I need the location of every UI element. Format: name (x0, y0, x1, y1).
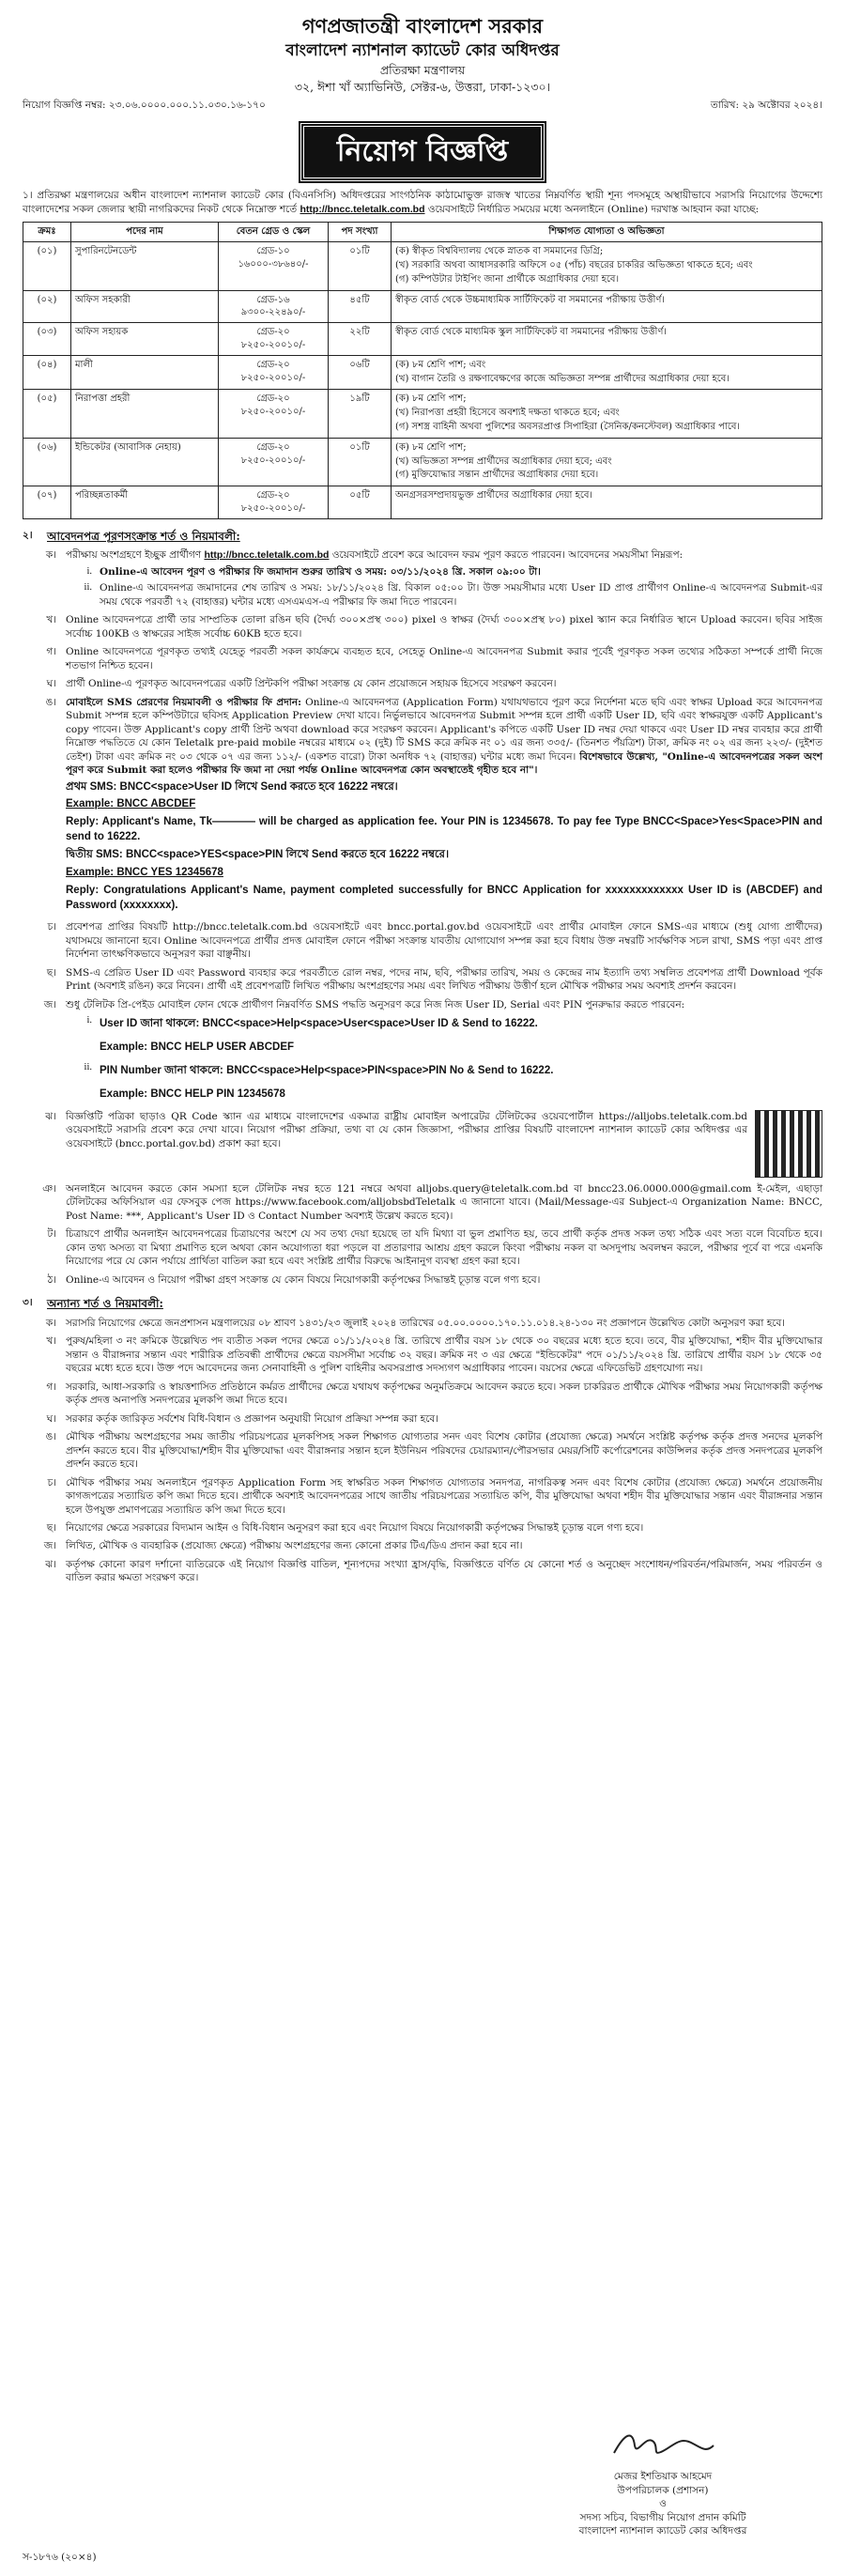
ministry-name: প্রতিরক্ষা মন্ত্রণালয় (379, 63, 466, 78)
table-row (23, 390, 822, 438)
s2-ta: চিত্রায়ণে প্রার্থীর অনলাইন আবেদনপত্রের চিত্রায়ণের অংশে যে সব তথ্য দেয়া হয়েছে তা যদি মিথ্যা বা ভুল প্রমাণিত হয়, তবে প্রার্থী কর্তৃক প্রদত্ত সকল তথ্য সঠিক এবং সত্য বলে বিবেচিত হবে। কোন তথ্য অসত্য বা মিথ্যা প্রমাণিত হলে অথবা কোন অযোগ্যতা ধরা পড়লে বা প্রতারণার আশ্রয় গ্রহণ করলে কিংবা পরীক্ষায় নকল বা অসদুপায় অবলম্বন করলে, পরীক্ষার পূর্বে বা পরে এমনকি নিয়োগের পরে যে কোন পর্যায়ে প্রার্থিতা বাতিল করা হবে এবং সংশ্লিষ্ট প্রার্থীর বিরুদ্ধে আইনানুগ ব্যবস্থা গ্রহণ করা হবে। (66, 1228, 822, 1268)
row-grade: গ্রেড-২০ (256, 393, 290, 405)
bncc-teletalk-link[interactable]: http://bncc.teletalk.com.bd (300, 203, 425, 215)
s3-item-jha: ঝ। কর্তৃপক্ষ কোনো কারণ দর্শানো ব্যতিরেকে এই নিয়োগ বিজ্ঞপ্তি বাতিল, শূন্যপদের সংখ্যা হ্রাস/বৃদ্ধি, বিজ্ঞপ্তিতে বর্ণিত যে কোনো শর্ত ও অনুচ্ছেদ সংশোধন/পরিবর্তন/পরিমার্জন, সময় পরিবর্তন ও বাতিল করার ক্ষমতা সংরক্ষণ করে। (45, 1558, 822, 1584)
col-serial: ক্রমঃ (23, 223, 71, 242)
row-grade: গ্রেড-২০ (256, 490, 290, 501)
posts-table (23, 222, 822, 518)
row-serial: (০১) (23, 242, 71, 290)
print-code: স-১৮৭৬ (২০×৪) (23, 2552, 97, 2563)
row-post-name: পরিচ্ছন্নতাকর্মী (71, 486, 219, 519)
section-3-title: অন্যান্য শর্ত ও নিয়মাবলী: (47, 1297, 163, 1311)
signatory-title: উপপরিচালক (প্রশাসন) (617, 2484, 709, 2496)
table-row (23, 290, 822, 323)
s3-ga: সরকারি, আধা-সরকারি ও স্বায়ত্তশাসিত প্রতিষ্ঠানে কর্মরত প্রার্থীদের ক্ষেত্রে যথাযথ কর্তৃপক্ষের অনুমতিক্রমে আবেদন করতে হবে। সকল চাকরিরত প্রার্থীকে মৌখিক পরীক্ষার সময় নিয়োগকারী কর্তৃপক্ষ কর্তৃক প্রদত্ত অনাপত্তি সনদপত্রের মূলকপি জমা দিতে হবে। (66, 1381, 822, 1407)
section-2-number: ২। (23, 529, 33, 541)
s2-ka-i: Online-এ আবেদন পূরণ ও পরীক্ষার ফি জমাদান শুরুর তারিখ ও সময়: ০৩/১১/২০২৪ খ্রি. সকাল ০৯:০০ টা। (100, 565, 541, 578)
s2-ka-link[interactable]: http://bncc.teletalk.com.bd (204, 549, 330, 562)
signatory-conjunction: ও (659, 2498, 667, 2510)
row-scale: ৮২৫০-২০০১০/- (240, 339, 306, 350)
row-grade: গ্রেড-২০ (256, 327, 290, 338)
s3-chha: নিয়োগের ক্ষেত্রে সরকারের বিদ্যমান আইন ও বিধি-বিধান অনুসরণ করা হবে এবং নিয়োগ বিষয়ে নিয়োগকারী কর্তৃপক্ষের সিদ্ধান্তই চূড়ান্ত বলে গণ্য হবে। (66, 1521, 644, 1534)
table-row (23, 355, 822, 390)
s3-item-kha: খ। পুরুষ/মহিলা ৩ নং ক্রমিকে উল্লেখিত পদ ব্যতীত সকল পদের ক্ষেত্রে ০১/১১/২০২৪ খ্রি. তারিখে প্রার্থীর বয়স ১৮ থেকে ৩০ বছরের মধ্যে হতে হবে। তবে, বীর মুক্তিযোদ্ধা, শহীদ বীর মুক্তিযোদ্ধার সন্তান ও বীরাঙ্গনার সন্তান এবং শারীরিক প্রতিবন্ধী প্রার্থীদের ক্ষেত্রে বয়সসীমা সর্বোচ্চ ৩২ বছর। ক্রমিক নং ৩ এর ক্ষেত্রে "ইন্ডিকেটর" পদে ০১/১১/২০২৪ খ্রি. তারিখে প্রার্থীর বয়স ১৮ থেকে ৩৫ বছরের মধ্যে হতে হবে। উক্ত পদে আবেদনের জন্য সেনাবাহিনী ও পুলিশ বাহিনীর অবসরপ্রাপ্ত সদস্যগণ অগ্রাধিকার পাবেন। বয়সের ক্ষেত্রে এফিডেভিট গ্রহণযোগ্য নয়। (46, 1335, 822, 1375)
section-3-heading (23, 1296, 822, 1312)
row-grade-cell (219, 242, 329, 290)
row-count: ০১টি (329, 438, 392, 486)
row-serial: (০৪) (23, 355, 71, 390)
row-grade-cell (219, 390, 329, 438)
row-qualification (392, 390, 822, 438)
memo-date: তারিখ: ২৯ অক্টোবর ২০২৪। (710, 99, 822, 111)
s2-cha: প্রবেশপত্র প্রাপ্তির বিষয়টি http://bncc.teletalk.com.bd ওয়েবসাইটে এবং bncc.portal.gov.bd ওয়েবসাইটে এবং প্রার্থীর মোবাইল ফোনে SMS-এর মাধ্যমে (শুধু যোগ্য প্রার্থীদের) যথাসময়ে জানানো হবে। Online আবেদনপত্রে প্রার্থীর প্রদত্ত মোবাইল ফোনে পরীক্ষা সংক্রান্ত যাবতীয় যোগাযোগ সম্পন্ন করা হবে বিধায় উক্ত নম্বরটি সার্বক্ষণিক সচল রাখা, SMS পড়া এবং প্রাপ্ত নির্দেশনা তাৎক্ষণিকভাবে অনুসরণ করা বাঞ্ছনীয়। (66, 921, 822, 961)
s2-umo-warning: বিশেষভাবে উল্লেখ্য, "Online-এ আবেদনপত্রের সকল অংশ পূরণ করে Submit করা হলেও পরীক্ষার ফি জমা না দেয়া পর্যন্ত Online আবেদনপত্র কোন অবস্থাতেই গৃহীত হবে না"। (66, 750, 822, 777)
table-row (23, 486, 822, 519)
intro-text-2: ওয়েবসাইটে নির্ধারিত সময়ের মধ্যে অনলাইনে (Online) দরখাস্ত আহবান করা যাচ্ছে: (427, 203, 760, 215)
government-title: গণপ্রজাতন্ত্রী বাংলাদেশ সরকার (301, 14, 544, 38)
qualification-line: (ক) ৮ম শ্রেণি পাশ; (395, 393, 467, 405)
qualification-line: (গ) মুক্তিযোদ্ধার সন্তান প্রার্থীদের অগ্রাধিকার দেয়া হবে। (395, 470, 599, 481)
row-scale: ৯৩০০-২২৪৯০/- (240, 307, 306, 318)
row-grade-cell (219, 323, 329, 356)
s2-umo-text: Online-এ আবেদনপত্র (Application Form) যথাযথভাবে পূরণ করে নির্দেশনা মতে ছবি এবং স্বাক্ষর Upload করে আবেদনপত্র Submit সম্পন্ন হলে কম্পিউটারে ছবিসহ Application Preview দেখা যাবে। নির্ভুলভাবে আবেদনপত্র Submit সম্পন্ন হলে প্রার্থী একটি User ID, ছবি এবং স্বাক্ষরযুক্ত একটি Applicant's copy পাবেন। উক্ত Applicant's copy প্রার্থী প্রিন্ট অথবা download করে সংরক্ষণ করবেন। Applicant's কপিতে একটি User ID নম্বর দেয়া থাকবে এবং User ID নম্বর ব্যবহার করে প্রার্থী নিম্নোক্ত পদ্ধতিতে যে কোন Teletalk pre-paid mobile নম্বরের মাধ্যমে ০২ (দুই) টি SMS করে ক্রমিক নং ০১ এর জন্য ৩৩৫/- (তিনশত পঁয়ত্রিশ) টাকা, ক্রমিক নং ০২ এর জন্য ২২৩/- (দুইশত তেইশ) টাকা এবং ক্রমিক নং ০৩ থেকে ০৭ এর জন্য ১১২/- (একশত বারো) টাকা অনধিক ৭২ (বাহাত্তর) ঘন্টার মধ্যে জমা দিবেন। (66, 696, 822, 763)
row-post-name: মালী (71, 355, 219, 390)
s2-jha: বিজ্ঞপ্তিটি পত্রিকা ছাড়াও QR Code স্ক্যান এর মাধ্যমে বাংলাদেশের একমাত্র রাষ্ট্রীয় মোবাইল অপারেটর টেলিটকের ওয়েবপোর্টাল https://alljobs.teletalk.com.bd ওয়েবসাইটে সরাসরি প্রবেশ করে দেখা যাবে। নিয়োগ পরীক্ষা প্রক্রিয়া, তথ্য বা যে কোন জিজ্ঞাসা, পরীক্ষার প্রাপ্তির বিষয়টি বাংলাদেশ ন্যাশনাল ক্যাডেট কোর অধিদপ্তর এর ওয়েবসাইটে (bncc.portal.gov.bd) প্রকাশ করা হবে। (66, 1110, 747, 1149)
sms1-label: প্রথম SMS: BNCC<space>User ID লিখে Send করতে হবে 16222 নম্বরে। (66, 780, 398, 793)
signatory-committee: সদস্য সচিব, বিভাগীয় নিয়োগ প্রদান কমিটি (579, 2511, 746, 2523)
s3-item-umo: ঙ। মৌখিক পরীক্ষায় অংশগ্রহণের সময় জাতীয় পরিচয়পত্রের মূলকপিসহ সকল শিক্ষাগত যোগ্যতার সনদ এবং বিশেষ কোটার (প্রযোজ্য ক্ষেত্রে) সমর্থনে সংশ্লিষ্ট কর্তৃপক্ষ কর্তৃক প্রদত্ত সনদের মূলকপি প্রদর্শন করতে হবে। বীর মুক্তিযোদ্ধা/শহীদ বীর মুক্তিযোদ্ধা এবং বীরাঙ্গনার সন্তান হলে ইউনিয়ন পরিষদের চেয়ারম্যান/পৌরসভার মেয়র/সিটি কর্পোরেশনের কাউন্সিলর কর্তৃক প্রদত্ত সনদপত্রের মূলকপি প্রদর্শন করতে হবে। (45, 1431, 822, 1471)
sms1-example: Example: BNCC ABCDEF (66, 798, 196, 810)
qualification-line: স্বীকৃত বোর্ড থেকে মাধ্যমিক স্কুল সার্টিফিকেট বা সমমানের পরীক্ষায় উত্তীর্ণ। (395, 327, 667, 338)
col-qualification: শিক্ষাগত যোগ্যতা ও অভিজ্ঞতা (392, 223, 822, 242)
row-count: ৪৫টি (329, 290, 392, 323)
s2-umo-bold: মোবাইলে SMS প্রেরণের নিয়মাবলী ও পরীক্ষার ফি প্রদান: (66, 696, 301, 708)
s2-ja-i-example: Example: BNCC HELP USER ABCDEF (100, 1041, 295, 1054)
col-grade: বেতন গ্রেড ও স্কেল (219, 223, 329, 242)
row-count: ১৯টি (329, 390, 392, 438)
col-count: পদ সংখ্যা (329, 223, 392, 242)
sms1-reply: Reply: Applicant's Name, Tk———— will be charged as application fee. Your PIN is 12345678. To pay fee Type BNCC<Space>Yes<Space>PIN and send to 16222. (66, 816, 822, 843)
row-serial: (০৭) (23, 486, 71, 519)
row-post-name: ইন্ডিকেটর (আবাসিক নেহায়) (71, 438, 219, 486)
row-qualification (392, 486, 822, 519)
letterhead (23, 13, 822, 95)
s2-ka-ii: Online-এ আবেদনপত্র জমাদানের শেষ তারিখ ও সময়: ১৮/১১/২০২৪ খ্রি. বিকাল ০৫:০০ টা। উক্ত সময়সীমার মধ্যে User ID প্রাপ্ত প্রার্থীগণ Online-এ আবেদনপত্র Submit-এর সময় থেকে পরবর্তী ৭২ (বাহাত্তর) ঘন্টার মধ্যে এসএমএস-এ পরীক্ষার ফি জমা দিতে পারবেন। (100, 582, 822, 608)
row-count: ০১টি (329, 242, 392, 290)
memo-number: নিয়োগ বিজ্ঞপ্তি নম্বর: ২৩.০৬.০০০০.০০০.১১.০৩০.১৬-১৭০ (23, 99, 266, 111)
row-scale: ৮২৫০-২০০১০/- (240, 372, 306, 383)
intro-number: ১। (23, 190, 33, 202)
s2-item-chha: ছ। SMS-এ প্রেরিত User ID এবং Password ব্যবহার করে পরবর্তীতে রোল নম্বর, পদের নাম, ছবি, পরীক্ষার তারিখ, সময় ও কেন্দ্রের নাম ইত্যাদি তথ্য সম্বলিত প্রবেশপত্র প্রার্থী Download পূর্বক Print (অবশ্যই রঙিন) করে নিবেন। প্রার্থী এই প্রবেশপত্রটি লিখিত পরীক্ষায় অংশগ্রহণের সময় এবং লিখিত পরীক্ষায় উত্তীর্ণ হলে মৌখিক পরীক্ষার সময় অবশ্যই প্রদর্শন করবেন। (46, 966, 822, 993)
sms2-reply: Reply: Congratulations Applicant's Name, payment completed successfully for BNCC Application for xxxxxxxxxxxxx User ID is (ABCDEF) and Password (xxxxxxxx). (66, 884, 822, 911)
row-count: ০৬টি (329, 355, 392, 390)
table-row (23, 323, 822, 356)
row-qualification (392, 290, 822, 323)
s2-kha: Online আবেদনপত্রে প্রার্থী তার সাম্প্রতিক তোলা রঙিন ছবি (দৈর্ঘ্য ৩০০×প্রস্থ ৩০০) pixel ও স্বাক্ষর (দৈর্ঘ্য ৩০০×প্রস্থ ৮০) pixel স্ক্যান করে নির্ধারিত স্থানে Upload করবেন। ছবির সাইজ সর্বোচ্চ 100KB ও স্বাক্ষরের সাইজ সর্বোচ্চ 60KB হতে হবে। (66, 614, 822, 640)
row-serial: (০২) (23, 290, 71, 323)
s2-ja-ii: PIN Number জানা থাকলে: BNCC<space>Help<space>PIN<space>PIN No & Send to 16222. (100, 1065, 554, 1077)
s3-item-ka: ক। সরাসরি নিয়োগের ক্ষেত্রে জনপ্রশাসন মন্ত্রণালয়ের ০৮ শ্রাবণ ১৪৩১/২৩ জুলাই ২০২৪ তারিখের ০৫.০০.০০০০.১৭০.১১.০১৪.২৪-১৩০ নং প্রজ্ঞাপনে উল্লেখিত কোটা অনুসরণ করা হবে। (23, 1317, 822, 1330)
qualification-line: (গ) কম্পিউটার টাইপিং জানা প্রার্থীকে অগ্রাধিকার দেয়া হবে। (395, 273, 620, 285)
s2-item-gha: ঘ। প্রার্থী Online-এ পূরণকৃত আবেদনপত্রের একটি প্রিন্টকপি পরীক্ষা সংক্রান্ত যে কোন প্রয়োজনে সহায়ক হিসেবে সংরক্ষণ করবেন। (23, 677, 822, 690)
qr-code-icon[interactable] (755, 1110, 822, 1178)
table-row (23, 438, 822, 486)
row-qualification (392, 242, 822, 290)
s2-item-ka: ক। পরীক্ষায় অংশগ্রহণে ইচ্ছুক প্রার্থীগণ http://bncc.teletalk.com.bd ওয়েবসাইটে প্রবেশ করে আবেদন ফরম পূরণ করতে পারবেন। আবেদনের সময়সীমা নিম্নরূপ: i. Online-এ আবেদন পূরণ ও পরীক্ষার ফি জমাদান শুরুর তারিখ ও সময়: ০৩/১১/২০২৪ খ্রি. সকাল ০৯:০০ টা। ii. Online-এ আবেদনপত্র জমাদানের শেষ তারিখ ও সময়: ১৮/১১/২০২৪ খ্রি. বিকাল ০৫:০০ টা। উক্ত সময়সীমার মধ্যে User ID প্রাপ্ত প্রার্থীগণ Online-এ আবেদনপত্র Submit-এর সময় থেকে পরবর্তী ৭২ (বাহাত্তর) ঘন্টার মধ্যে এসএমএস-এ পরীক্ষার ফি জমা দিতে পারবেন। (45, 549, 822, 608)
table-row (23, 242, 822, 290)
qualification-line: (খ) সরকারি অথবা আধাসরকারি অফিসে ০৫ (পাঁচ) বছরের চাকরির অভিজ্ঞতা থাকতে হবে; এবং (395, 259, 753, 270)
s2-item-cha: চ। প্রবেশপত্র প্রাপ্তির বিষয়টি http://bncc.teletalk.com.bd ওয়েবসাইটে এবং bncc.portal.gov.bd ওয়েবসাইটে এবং প্রার্থীর মোবাইল ফোনে SMS-এর মাধ্যমে (শুধু যোগ্য প্রার্থীদের) যথাসময়ে জানানো হবে। Online আবেদনপত্রে প্রার্থীর প্রদত্ত মোবাইল ফোনে পরীক্ষা সংক্রান্ত যাবতীয় যোগাযোগ সম্পন্ন করা হবে বিধায় উক্ত নম্বরটি সার্বক্ষণিক সচল রাখা, SMS পড়া এবং প্রাপ্ত নির্দেশনা তাৎক্ষণিকভাবে অনুসরণ করা বাঞ্ছনীয়। (47, 921, 822, 961)
qualification-line: স্বীকৃত বোর্ড থেকে উচ্চমাধ্যমিক সার্টিফিকেট বা সমমানের পরীক্ষায় উত্তীর্ণ। (395, 294, 665, 305)
section-3-number: ৩। (23, 1297, 33, 1309)
memo-line (23, 99, 822, 112)
s3-gha: সরকার কর্তৃক জারিকৃত সর্বশেষ বিধি-বিধান ও প্রজ্ঞাপন অনুযায়ী নিয়োগ প্রক্রিয়া সম্পন্ন করা হবে। (66, 1412, 439, 1425)
office-address: ৩২, ঈশা খাঁ অ্যাভিনিউ, সেক্টর-৬, উত্তরা, ঢাকা-১২৩০। (294, 79, 551, 94)
intro-paragraph (23, 189, 822, 216)
s2-item-ja: জ। শুধু টেলিটক প্রি-পেইড মোবাইল ফোন থেকে প্রার্থীগণ নিম্নবর্ণিত SMS পদ্ধতি অনুসরণ করে নিজ নিজ User ID, Serial এবং PIN পুনরুদ্ধার করতে পারবেন: i. User ID জানা থাকলে: BNCC<space>Help<space>User<space>User ID & Send to 16222. Example: BNCC HELP USER ABCDEF ii. PIN Number জানা থাকলে: BNCC<space>Help<space>PIN<space>PIN No & Send to 16222. Example: BNCC HELP PIN 12345678 (23, 998, 822, 1105)
s3-ja: লিখিত, মৌখিক ও ব্যবহারিক (প্রযোজ্য ক্ষেত্রে) পরীক্ষায় অংশগ্রহণের জন্য কোনো প্রকার টিএ/ডিএ প্রদান করা হবে না। (66, 1540, 523, 1552)
s3-item-ga: গ। সরকারি, আধা-সরকারি ও স্বায়ত্তশাসিত প্রতিষ্ঠানে কর্মরত প্রার্থীদের ক্ষেত্রে যথাযথ কর্তৃপক্ষের অনুমতিক্রমে আবেদন করতে হবে। সকল চাকরিরত প্রার্থীকে মৌখিক পরীক্ষার সময় নিয়োগকারী কর্তৃপক্ষ কর্তৃক প্রদত্ত অনাপত্তি সনদপত্রের মূলকপি জমা দিতে হবে। (46, 1381, 822, 1407)
row-count: ০৫টি (329, 486, 392, 519)
s2-chha: SMS-এ প্রেরিত User ID এবং Password ব্যবহার করে পরবর্তীতে রোল নম্বর, পদের নাম, ছবি, পরীক্ষার তারিখ, সময় ও কেন্দ্রের নাম ইত্যাদি তথ্য সম্বলিত প্রবেশপত্র প্রার্থী Download পূর্বক Print (অবশ্যই রঙিন) করে নিবেন। প্রার্থী এই প্রবেশপত্রটি লিখিত পরীক্ষায় অংশগ্রহণের সময় এবং লিখিত পরীক্ষায় উত্তীর্ণ হলে মৌখিক পরীক্ষার সময় অবশ্যই প্রদর্শন করবেন। (66, 966, 822, 993)
row-grade-cell (219, 438, 329, 486)
intro-text: প্রতিরক্ষা মন্ত্রণালয়ের অধীন বাংলাদেশ ন্যাশনাল ক্যাডেট কোর (বিএনসিসি) অধিদপ্তরের সাংগঠনিক কাঠামোভুক্ত রাজস্ব খাতের নিম্নবর্ণিত স্থায়ী শূন্য পদসমূহে অস্থায়ীভাবে সরাসরি নিয়োগের উদ্দেশ্যে বাংলাদেশের সকল জেলার স্থায়ী নাগরিকদের নিকট থেকে নিম্নোক্ত শর্তে (23, 190, 822, 215)
row-qualification (392, 355, 822, 390)
row-serial: (০৩) (23, 323, 71, 356)
s3-item-cha: চ। মৌখিক পরীক্ষার সময় অনলাইনে পূরণকৃত Application Form সহ স্বাক্ষরিত সকল শিক্ষাগত যোগ্যতার সনদপত্র, নাগরিকত্ব সনদ এবং বিশেষ কোটার (প্রযোজ্য ক্ষেত্রে) সমর্থনে প্রয়োজনীয় কাগজপত্রের সত্যায়িত কপি জমা দিতে হবে। প্রার্থীকে অবশ্যই আবেদনপত্রের সাথে জাতীয় পরিচয়পত্রের সত্যায়িত কপি, বীর মুক্তিযোদ্ধা অথবা শহীদ বীর মুক্তিযোদ্ধার সন্তান এবং বীরাঙ্গনার সন্তান হলে উপযুক্ত প্রমাণপত্রের সত্যায়িত কপি জমা দিতে হবে। (47, 1476, 822, 1516)
s2-ja-ii-example: Example: BNCC HELP PIN 12345678 (100, 1087, 285, 1100)
s2-ka-text2: ওয়েবসাইটে প্রবেশ করে আবেদন ফরম পূরণ করতে পারবেন। আবেদনের সময়সীমা নিম্নরূপ: (331, 549, 684, 562)
row-count: ২২টি (329, 323, 392, 356)
row-scale: ১৬০০০-৩৮৬৪০/- (238, 258, 309, 270)
s2-tha: Online-এ আবেদন ও নিয়োগ পরীক্ষা গ্রহণ সংক্রান্ত যে কোন বিষয়ে নিয়োগকারী কর্তৃপক্ষের সিদ্ধান্তই চূড়ান্ত বলে গণ্য হবে। (66, 1273, 541, 1286)
s2-gha: প্রার্থী Online-এ পূরণকৃত আবেদনপত্রের একটি প্রিন্টকপি পরীক্ষা সংক্রান্ত যে কোন প্রয়োজনে সহায়ক হিসেবে সংরক্ষণ করবেন। (66, 678, 557, 690)
s2-ga: Online আবেদনপত্রে পূরণকৃত তথ্যই যেহেতু পরবর্তী সকল কার্যক্রমে ব্যবহৃত হবে, সেহেতু Online-এ আবেদনপত্র Submit করার পূর্বেই পূরণকৃত সকল তথ্যের সঠিকতা সম্পর্কে প্রার্থী নিজে শতভাগ নিশ্চিত হবেন। (66, 646, 822, 671)
qualification-line: (ক) স্বীকৃত বিশ্ববিদ্যালয় থেকে স্নাতক বা সমমানের ডিগ্রি; (395, 246, 604, 257)
row-grade-cell (219, 355, 329, 390)
qualification-line: (খ) অভিজ্ঞতা সম্পন্ন প্রার্থীদের অগ্রাধিকার দেয়া হবে; এবং (395, 455, 612, 467)
row-grade: গ্রেড-২০ (256, 441, 290, 453)
s2-ja-i: User ID জানা থাকলে: BNCC<space>Help<space>User<space>User ID & Send to 16222. (100, 1018, 538, 1030)
qualification-line: (ক) ৮ম শ্রেণি পাশ; (395, 441, 467, 453)
signatory-name: মেজর ইশতিয়াক আহমেদ (613, 2471, 713, 2483)
s2-item-jha: ঝ। বিজ্ঞপ্তিটি পত্রিকা ছাড়াও QR Code স্ক্যান এর মাধ্যমে বাংলাদেশের একমাত্র রাষ্ট্রীয় মোবাইল অপারেটর টেলিটকের ওয়েবপোর্টাল https://alljobs.teletalk.com.bd ওয়েবসাইটে সরাসরি প্রবেশ করে দেখা যাবে। নিয়োগ পরীক্ষা প্রক্রিয়া, তথ্য বা যে কোন জিজ্ঞাসা, পরীক্ষার প্রাপ্তির বিষয়টি বাংলাদেশ ন্যাশনাল ক্যাডেট কোর অধিদপ্তর এর ওয়েবসাইটে (bncc.portal.gov.bd) প্রকাশ করা হবে। (23, 1110, 822, 1178)
notice-banner: নিয়োগ বিজ্ঞপ্তি (300, 123, 545, 181)
s3-item-gha: ঘ। সরকার কর্তৃক জারিকৃত সর্বশেষ বিধি-বিধান ও প্রজ্ঞাপন অনুযায়ী নিয়োগ প্রক্রিয়া সম্পন্ন করা হবে। (23, 1412, 822, 1426)
row-scale: ৮২৫০-২০০১০/- (240, 407, 306, 418)
row-serial: (০৬) (23, 438, 71, 486)
row-scale: ৮২৫০-২০০১০/- (240, 455, 306, 466)
s3-umo: মৌখিক পরীক্ষায় অংশগ্রহণের সময় জাতীয় পরিচয়পত্রের মূলকপিসহ সকল শিক্ষাগত যোগ্যতার সনদ এবং বিশেষ কোটার (প্রযোজ্য ক্ষেত্রে) সমর্থনে সংশ্লিষ্ট কর্তৃপক্ষ কর্তৃক প্রদত্ত সনদের মূলকপি প্রদর্শন করতে হবে। বীর মুক্তিযোদ্ধা/শহীদ বীর মুক্তিযোদ্ধা এবং বীরাঙ্গনার সন্তান হলে ইউনিয়ন পরিষদের চেয়ারম্যান/পৌরসভার মেয়র/সিটি কর্পোরেশনের কাউন্সিলর কর্তৃক প্রদত্ত সনদপত্রের মূলকপি প্রদর্শন করতে হবে। (66, 1431, 822, 1471)
row-qualification (392, 438, 822, 486)
s2-item-ga: গ। Online আবেদনপত্রে পূরণকৃত তথ্যই যেহেতু পরবর্তী সকল কার্যক্রমে ব্যবহৃত হবে, সেহেতু Online-এ আবেদনপত্র Submit করার পূর্বেই পূরণকৃত সকল তথ্যের সঠিকতা সম্পর্কে প্রার্থী নিজে শতভাগ নিশ্চিত হবেন। (46, 646, 822, 671)
row-post-name: সুপারিনটেনডেন্ট (71, 242, 219, 290)
s3-jha: কর্তৃপক্ষ কোনো কারণ দর্শানো ব্যতিরেকে এই নিয়োগ বিজ্ঞপ্তি বাতিল, শূন্যপদের সংখ্যা হ্রাস/বৃদ্ধি, বিজ্ঞপ্তিতে বর্ণিত যে কোনো শর্ত ও অনুচ্ছেদ সংশোধন/পরিবর্তন/পরিমার্জন, সময় পরিবর্তন ও বাতিল করার ক্ষমতা সংরক্ষণ করে। (66, 1558, 822, 1584)
row-grade: গ্রেড-১০ (256, 246, 290, 257)
s3-item-chha: ছ। নিয়োগের ক্ষেত্রে সরকারের বিদ্যমান আইন ও বিধি-বিধান অনুসরণ করা হবে এবং নিয়োগ বিষয়ে নিয়োগকারী কর্তৃপক্ষের সিদ্ধান্তই চূড়ান্ত বলে গণ্য হবে। (23, 1521, 822, 1535)
section-2-heading (23, 529, 822, 545)
section-2-title: আবেদনপত্র পূরণসংক্রান্ত শর্ত ও নিয়মাবলী: (47, 529, 240, 543)
signatory-org: বাংলাদেশ ন্যাশনাল ক্যাডেট কোর অধিদপ্তর (578, 2525, 747, 2537)
row-post-name: নিরাপত্তা প্রহরী (71, 390, 219, 438)
row-serial: (০৫) (23, 390, 71, 438)
row-grade: গ্রেড-১৬ (256, 294, 290, 305)
row-grade: গ্রেড-২০ (256, 359, 290, 370)
row-post-name: অফিস সহায়ক (71, 323, 219, 356)
row-grade-cell (219, 290, 329, 323)
qualification-line: (গ) সশস্ত্র বাহিনী অথবা পুলিশের অবসরপ্রাপ্ত সিপাহিরা (সৈনিক/কনস্টেবল) অগ্রাধিকার পাবে। (395, 421, 740, 432)
col-post-name: পদের নাম (71, 223, 219, 242)
qualification-line: (খ) নিরাপত্তা প্রহরী হিসেবে অবশ্যই দক্ষতা থাকতে হবে; এবং (395, 408, 620, 419)
s3-item-ja: জ। লিখিত, মৌখিক ও ব্যবহারিক (প্রযোজ্য ক্ষেত্রে) পরীক্ষায় অংশগ্রহণের জন্য কোনো প্রকার টিএ/ডিএ প্রদান করা হবে না। (23, 1539, 822, 1552)
signature-mark-icon (607, 2425, 719, 2466)
row-post-name: অফিস সহকারী (71, 290, 219, 323)
sms2-label: দ্বিতীয় SMS: BNCC<space>YES<space>PIN লিখে Send করতে হবে 16222 নম্বরে। (66, 848, 450, 860)
sms2-example: Example: BNCC YES 12345678 (66, 866, 223, 878)
row-qualification (392, 323, 822, 356)
row-scale: ৮২৫০-২০০১০/- (240, 502, 306, 514)
s2-item-ta: ট। চিত্রায়ণে প্রার্থীর অনলাইন আবেদনপত্রের চিত্রায়ণের অংশে যে সব তথ্য দেয়া হয়েছে তা যদি মিথ্যা বা ভুল প্রমাণিত হয়, তবে প্রার্থী কর্তৃক প্রদত্ত সকল তথ্য সঠিক এবং সত্য বলে বিবেচিত হবে। কোন তথ্য অসত্য বা মিথ্যা প্রমাণিত হলে অথবা কোন অযোগ্যতা ধরা পড়লে বা প্রতারণার আশ্রয় গ্রহণ করলে কিংবা পরীক্ষায় নকল বা অসদুপায় অবলম্বন করলে, পরীক্ষার পূর্বে বা পরে এমনকি নিয়োগের পরে যে কোন পর্যায়ে প্রার্থিতা বাতিল করা হবে এবং সংশ্লিষ্ট প্রার্থীর বিরুদ্ধে আইনানুগ ব্যবস্থা গ্রহণ করা হবে। (47, 1228, 822, 1268)
qualification-line: অনগ্রসরসম্প্রদায়ভুক্ত প্রার্থীদের অগ্রাধিকার দেয়া হবে। (395, 490, 592, 501)
s2-item-umo: ঙ। মোবাইলে SMS প্রেরণের নিয়মাবলী ও পরীক্ষার ফি প্রদান: Online-এ আবেদনপত্র (Application Form) যথাযথভাবে পূরণ করে নির্দেশনা মতে ছবি এবং স্বাক্ষর Upload করে আবেদনপত্র Submit সম্পন্ন হলে কম্পিউটারে ছবিসহ Application Preview দেখা যাবে। নির্ভুলভাবে আবেদনপত্র Submit সম্পন্ন হলে প্রার্থী একটি User ID, ছবি এবং স্বাক্ষরযুক্ত একটি Applicant's copy পাবেন। উক্ত Applicant's copy প্রার্থী প্রিন্ট অথবা download করে সংরক্ষণ করবেন। Applicant's কপিতে একটি User ID নম্বর দেয়া থাকবে এবং User ID নম্বর ব্যবহার করে প্রার্থী নিম্নোক্ত পদ্ধতিতে যে কোন Teletalk pre-paid mobile নম্বরের মাধ্যমে ০২ (দুই) টি SMS করে ক্রমিক নং ০১ এর জন্য ৩৩৫/- (তিনশত পঁয়ত্রিশ) টাকা, ক্রমিক নং ০২ এর জন্য ২২৩/- (দুইশত তেইশ) টাকা এবং ক্রমিক নং ০৩ থেকে ০৭ এর জন্য ১১২/- (একশত বারো) টাকা অনধিক ৭২ (বাহাত্তর) ঘন্টার মধ্যে জমা দিবেন। বিশেষভাবে উল্লেখ্য, "Online-এ আবেদনপত্রের সকল অংশ পূরণ করে Submit করা হলেও পরীক্ষার ফি জমা না দেয়া পর্যন্ত Online আবেদনপত্র কোন অবস্থাতেই গৃহীত হবে না"। প্রথম SMS: BNCC<space>User ID লিখে Send করতে হবে 16222 নম্বরে। Example: BNCC ABCDEF Reply: Applicant's Name, Tk———— will be charged as application fee. Your PIN is 12345678. To pay fee Type BNCC<Space>Yes<Space>PIN and send to 16222. দ্বিতীয় SMS: BNCC<space>YES<space>PIN লিখে Send করতে হবে 16222 নম্বরে। Example: BNCC YES 12345678 Reply: Congratulations Applicant's Name, payment completed successfully for BNCC Application for xxxxxxxxxxxxx User ID is (ABCDEF) and Password (xxxxxxxx). (23, 696, 822, 917)
s2-ja: শুধু টেলিটক প্রি-পেইড মোবাইল ফোন থেকে প্রার্থীগণ নিম্নবর্ণিত SMS পদ্ধতি অনুসরণ করে নিজ নিজ User ID, Serial এবং PIN পুনরুদ্ধার করতে পারবেন: (66, 998, 685, 1010)
s2-item-tha: ঠ। Online-এ আবেদন ও নিয়োগ পরীক্ষা গ্রহণ সংক্রান্ত যে কোন বিষয়ে নিয়োগকারী কর্তৃপক্ষের সিদ্ধান্তই চূড়ান্ত বলে গণ্য হবে। (23, 1273, 822, 1287)
s2-ka-text: পরীক্ষায় অংশগ্রহণে ইচ্ছুক প্রার্থীগণ (66, 549, 202, 562)
s3-cha: মৌখিক পরীক্ষার সময় অনলাইনে পূরণকৃত Application Form সহ স্বাক্ষরিত সকল শিক্ষাগত যোগ্যতার সনদপত্র, নাগরিকত্ব সনদ এবং বিশেষ কোটার (প্রযোজ্য ক্ষেত্রে) সমর্থনে প্রয়োজনীয় কাগজপত্রের সত্যায়িত কপি জমা দিতে হবে। প্রার্থীকে অবশ্যই আবেদনপত্রের সাথে জাতীয় পরিচয়পত্রের সত্যায়িত কপি, বীর মুক্তিযোদ্ধা অথবা শহীদ বীর মুক্তিযোদ্ধার সন্তান এবং বীরাঙ্গনার সন্তান হলে উপযুক্ত প্রমাণপত্রের সত্যায়িত কপি জমা দিতে হবে। (66, 1476, 822, 1516)
qualification-line: (ক) ৮ম শ্রেণি পাশ; এবং (395, 359, 486, 370)
signature-block (560, 2425, 766, 2538)
table-header-row (23, 223, 822, 242)
s2-item-nya: ঞ। অনলাইনে আবেদন করতে কোন সমস্যা হলে টেলিটক নম্বর হতে 121 নম্বরে অথবা alljobs.query@teletalk.com.bd বা bncc23.06.0000.000@gmail.com ই-মেইল, এছাড়া টেলিটকের অফিসিয়াল এর ফেসবুক পেজ https://www.facebook.com/alljobsbdTeletalk এ জানানো যাবে। (Mail/Message-এর Subject-এ Organization Name: BNCC, Post Name: ***, Applicant's User ID ও Contact Number অবশ্যই উল্লেখ করতে হবে)। (42, 1182, 822, 1222)
s3-ka: সরাসরি নিয়োগের ক্ষেত্রে জনপ্রশাসন মন্ত্রণালয়ের ০৮ শ্রাবণ ১৪৩১/২৩ জুলাই ২০২৪ তারিখের ০৫.০০.০০০০.১৭০.১১.০১৪.২৪-১৩০ নং প্রজ্ঞাপনে উল্লেখিত কোটা অনুসরণ করা হবে। (66, 1317, 786, 1329)
qualification-line: (খ) বাগান তৈরি ও রক্ষণাবেক্ষণের কাজে অভিজ্ঞতা সম্পন্ন প্রার্থীদের অগ্রাধিকার দেয়া হবে। (395, 373, 730, 384)
s2-nya: অনলাইনে আবেদন করতে কোন সমস্যা হলে টেলিটক নম্বর হতে 121 নম্বরে অথবা alljobs.query@teletalk.com.bd বা bncc23.06.0000.000@gmail.com ই-মেইল, এছাড়া টেলিটকের অফিসিয়াল এর ফেসবুক পেজ https://www.facebook.com/alljobsbdTeletalk এ জানানো যাবে। (Mail/Message-এর Subject-এ Organization Name: BNCC, Post Name: ***, Applicant's User ID ও Contact Number অবশ্যই উল্লেখ করতে হবে)। (66, 1182, 822, 1222)
s3-kha: পুরুষ/মহিলা ৩ নং ক্রমিকে উল্লেখিত পদ ব্যতীত সকল পদের ক্ষেত্রে ০১/১১/২০২৪ খ্রি. তারিখে প্রার্থীর বয়স ১৮ থেকে ৩০ বছরের মধ্যে হতে হবে। তবে, বীর মুক্তিযোদ্ধা, শহীদ বীর মুক্তিযোদ্ধার সন্তান ও বীরাঙ্গনার সন্তান এবং শারীরিক প্রতিবন্ধী প্রার্থীদের ক্ষেত্রে বয়সসীমা সর্বোচ্চ ৩২ বছর। ক্রমিক নং ৩ এর ক্ষেত্রে "ইন্ডিকেটর" পদে ০১/১১/২০২৪ খ্রি. তারিখে প্রার্থীর বয়স ১৮ থেকে ৩৫ বছরের মধ্যে হতে হবে। উক্ত পদে আবেদনের জন্য সেনাবাহিনী ও পুলিশ বাহিনীর অবসরপ্রাপ্ত সদস্যগণ অগ্রাধিকার পাবেন। বয়সের ক্ষেত্রে এফিডেভিট গ্রহণযোগ্য নয়। (66, 1335, 822, 1375)
s2-item-kha: খ। Online আবেদনপত্রে প্রার্থী তার সাম্প্রতিক তোলা রঙিন ছবি (দৈর্ঘ্য ৩০০×প্রস্থ ৩০০) pixel ও স্বাক্ষর (দৈর্ঘ্য ৩০০×প্রস্থ ৮০) pixel স্ক্যান করে নির্ধারিত স্থানে Upload করবেন। ছবির সাইজ সর্বোচ্চ 100KB ও স্বাক্ষরের সাইজ সর্বোচ্চ 60KB হতে হবে। (46, 614, 822, 640)
department-title: বাংলাদেশ ন্যাশনাল ক্যাডেট কোর অধিদপ্তর (285, 40, 560, 60)
row-grade-cell (219, 486, 329, 519)
